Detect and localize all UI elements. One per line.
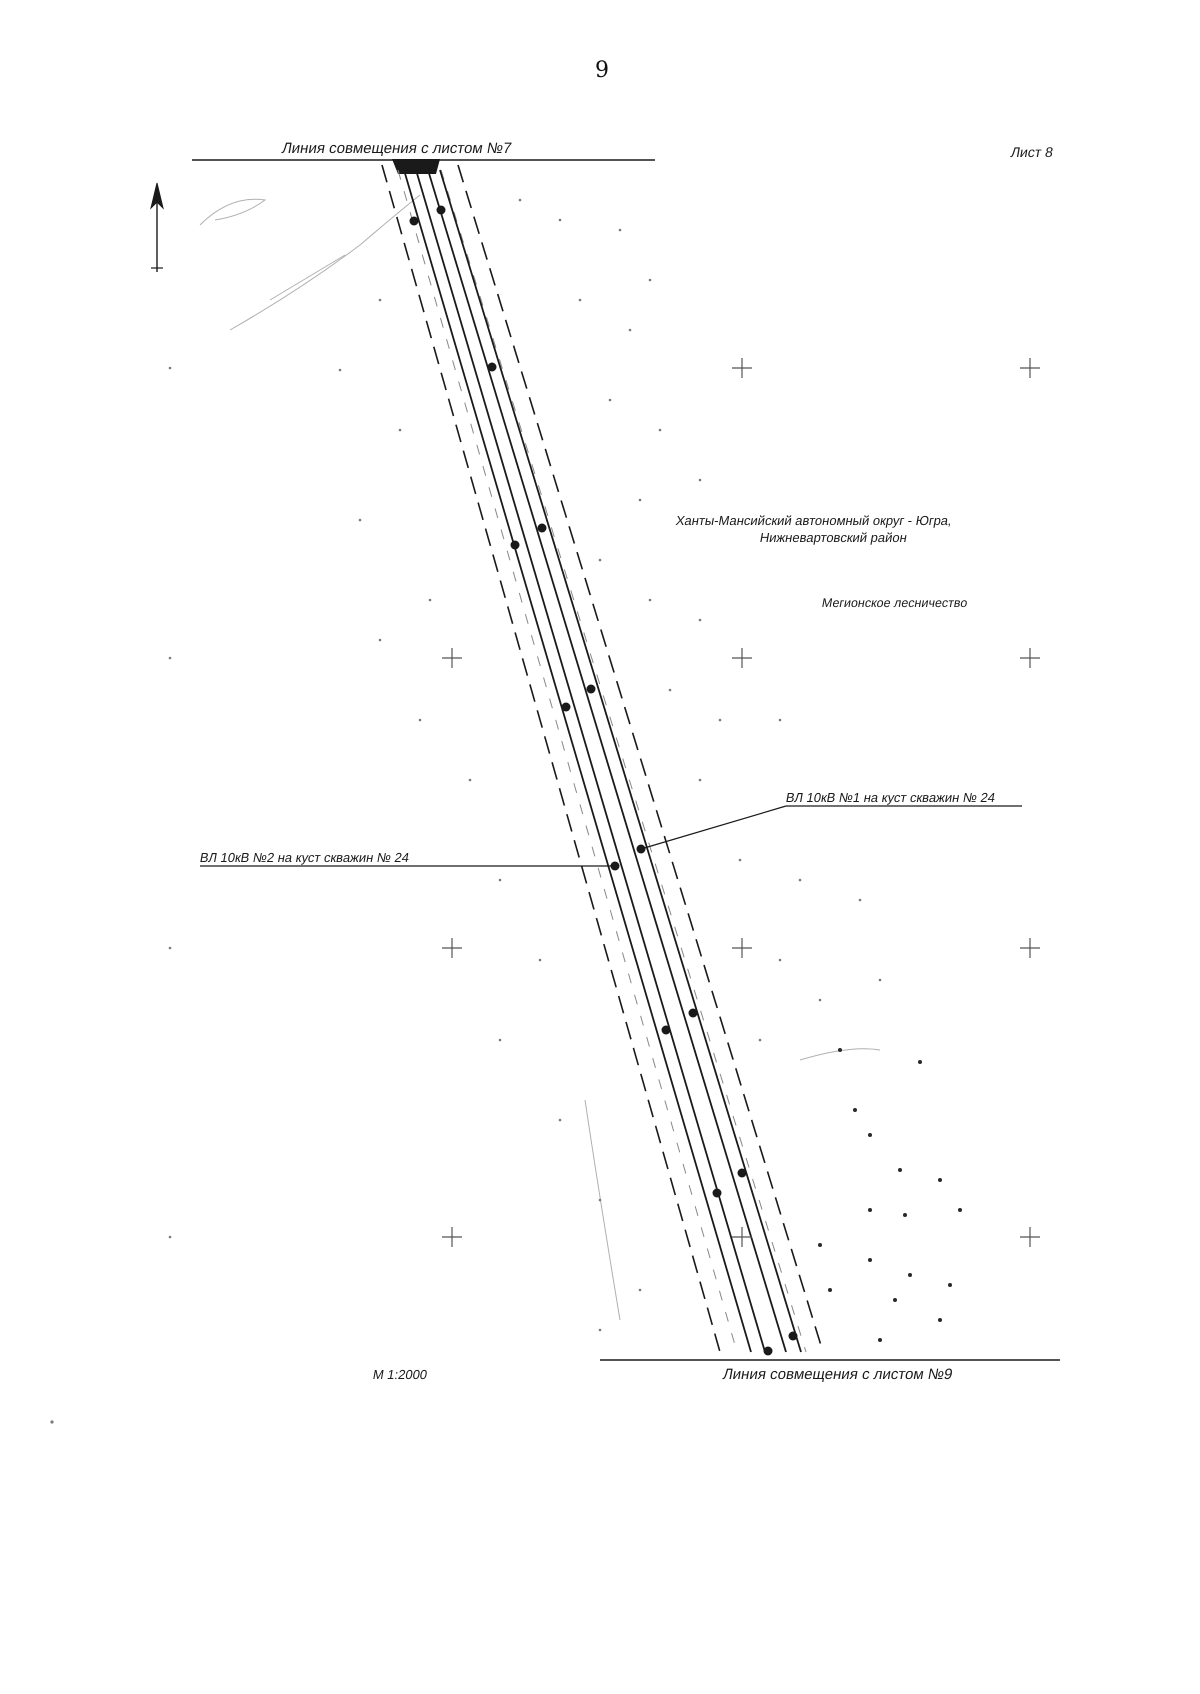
north-arrow-icon [151, 183, 163, 272]
power-line-1-label: ВЛ 10кВ №1 на куст скважин № 24 [784, 790, 997, 805]
region-label-line2: Нижневартовский район [758, 530, 909, 545]
bottom-join-label: Линия совмещения с листом №9 [721, 1366, 954, 1383]
page-number: 9 [595, 58, 609, 83]
corridor-boundaries [382, 165, 823, 1352]
poles-line-2 [410, 217, 773, 1356]
scale-label: М 1:2000 [371, 1367, 429, 1382]
forestry-label: Мегионское лесничество [820, 596, 969, 610]
region-label-line1: Ханты-Мансийский автономный округ - Югра, [674, 513, 954, 528]
faint-sketch [200, 195, 880, 1320]
power-line-2 [404, 170, 765, 1352]
top-join-label: Линия совмещения с листом №7 [280, 140, 513, 157]
line1-leader [641, 806, 786, 849]
terrain-dots-dark [818, 1048, 962, 1342]
sheet-label: Лист 8 [1009, 144, 1055, 160]
power-line-2-label: ВЛ 10кВ №2 на куст скважин № 24 [198, 850, 411, 865]
